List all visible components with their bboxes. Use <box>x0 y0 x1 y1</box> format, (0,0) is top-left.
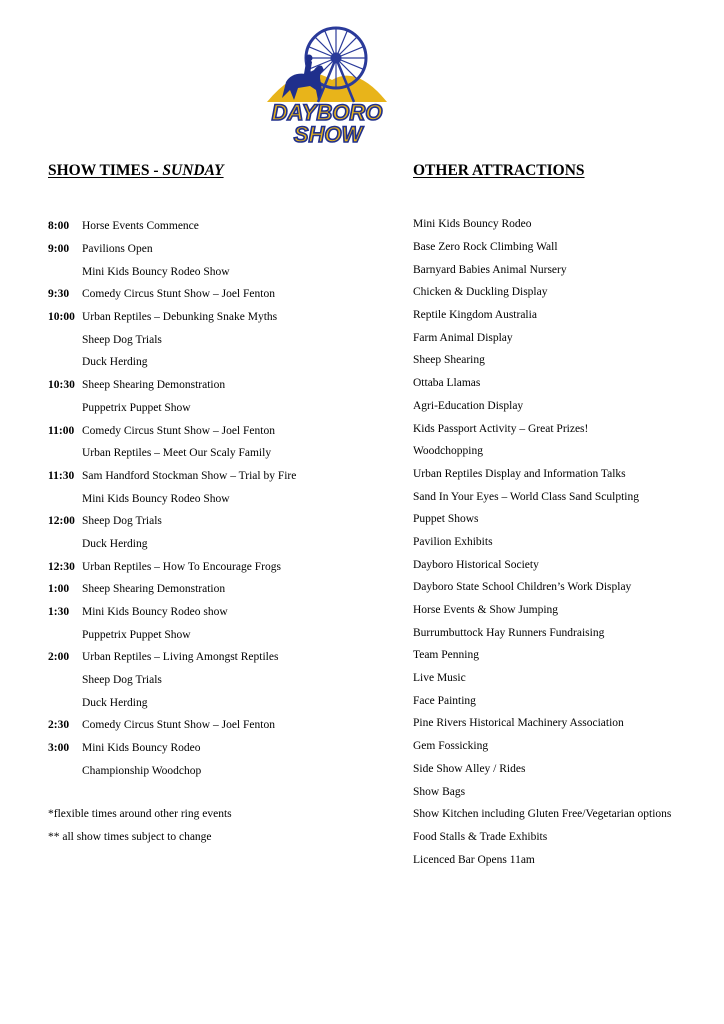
schedule-row <box>48 533 388 556</box>
schedule-event: Urban Reptiles – Meet Our Scaly Family <box>82 447 272 460</box>
attraction-item: Barnyard Babies Animal Nursery <box>413 263 567 276</box>
schedule-time: 12:00 <box>48 515 75 528</box>
schedule-event: Sheep Dog Trials <box>82 333 162 346</box>
schedule-row <box>48 714 388 737</box>
show-times-list <box>48 215 388 782</box>
attraction-item: Face Painting <box>413 694 476 707</box>
attraction-item: Kids Passport Activity – Great Prizes! <box>413 422 589 435</box>
attraction-item: Horse Events & Show Jumping <box>413 604 559 617</box>
schedule-time: 10:30 <box>48 379 75 392</box>
schedule-row <box>48 578 388 601</box>
svg-text:SHOW: SHOW <box>293 122 363 146</box>
schedule-row <box>48 419 388 442</box>
schedule-row <box>48 442 388 465</box>
attraction-item: Team Penning <box>413 649 479 662</box>
schedule-event: Pavilions Open <box>82 243 153 256</box>
attraction-item: Reptile Kingdom Australia <box>413 309 537 322</box>
schedule-time: 10:00 <box>48 311 75 324</box>
other-attractions-heading: OTHER ATTRACTIONS <box>413 162 585 179</box>
schedule-row <box>48 328 388 351</box>
schedule-event: Mini Kids Bouncy Rodeo Show <box>82 265 230 278</box>
schedule-event: Sheep Dog Trials <box>82 674 162 687</box>
schedule-row <box>48 306 388 329</box>
attraction-item: Side Show Alley / Rides <box>413 762 526 775</box>
notes <box>48 803 232 848</box>
schedule-event: Urban Reptiles – Debunking Snake Myths <box>82 311 278 324</box>
show-times-heading: SHOW TIMES - SUNDAY <box>48 162 224 179</box>
schedule-row <box>48 397 388 420</box>
note-flexible-times: *flexible times around other ring events <box>48 808 232 821</box>
attraction-item: Burrumbuttock Hay Runners Fundraising <box>413 626 605 639</box>
schedule-event: Comedy Circus Stunt Show – Joel Fenton <box>82 288 275 301</box>
schedule-row <box>48 260 388 283</box>
schedule-event: Urban Reptiles – How To Encourage Frogs <box>82 560 281 573</box>
schedule-event: Urban Reptiles – Living Amongst Reptiles <box>82 651 279 664</box>
schedule-event: Mini Kids Bouncy Rodeo show <box>82 606 228 619</box>
schedule-time: 1:00 <box>48 583 70 596</box>
schedule-row <box>48 238 388 261</box>
schedule-event: Sam Handford Stockman Show – Trial by Fire <box>82 469 297 482</box>
schedule-row <box>48 691 388 714</box>
schedule-time: 1:30 <box>48 606 70 619</box>
attraction-item: Agri-Education Display <box>413 399 524 412</box>
schedule-row <box>48 601 388 624</box>
attraction-item: Base Zero Rock Climbing Wall <box>413 241 558 254</box>
dayboro-show-logo <box>262 20 392 146</box>
schedule-row <box>48 737 388 760</box>
attraction-item: Sand In Your Eyes – World Class Sand Sculpting <box>413 490 639 503</box>
schedule-row <box>48 555 388 578</box>
schedule-time: 12:30 <box>48 560 75 573</box>
attraction-item: Dayboro Historical Society <box>413 558 539 571</box>
schedule-event: Sheep Dog Trials <box>82 515 162 528</box>
attraction-item: Ottaba Llamas <box>413 377 481 390</box>
attraction-item: Pavilion Exhibits <box>413 535 493 548</box>
schedule-event: Duck Herding <box>82 696 148 709</box>
attraction-item: Gem Fossicking <box>413 740 489 753</box>
schedule-time: 11:30 <box>48 469 75 482</box>
schedule-row <box>48 215 388 238</box>
attraction-item: Urban Reptiles Display and Information Talks <box>413 467 626 480</box>
schedule-event: Comedy Circus Stunt Show – Joel Fenton <box>82 719 275 732</box>
attraction-item: Food Stalls & Trade Exhibits <box>413 830 548 843</box>
attraction-item: Farm Animal Display <box>413 331 513 344</box>
schedule-event: Duck Herding <box>82 537 148 550</box>
attraction-item: Licenced Bar Opens 11am <box>413 853 535 866</box>
schedule-time: 11:00 <box>48 424 75 437</box>
schedule-event: Mini Kids Bouncy Rodeo Show <box>82 492 230 505</box>
schedule-event: Sheep Shearing Demonstration <box>82 583 226 596</box>
attraction-item: Pine Rivers Historical Machinery Association <box>413 717 624 730</box>
attraction-item: Live Music <box>413 672 466 685</box>
show-day: SUNDAY <box>162 162 224 179</box>
schedule-row <box>48 623 388 646</box>
schedule-event: Duck Herding <box>82 356 148 369</box>
schedule-event: Comedy Circus Stunt Show – Joel Fenton <box>82 424 275 437</box>
schedule-time: 2:30 <box>48 719 70 732</box>
schedule-time: 9:30 <box>48 288 70 301</box>
svg-text:DAYBORO: DAYBORO <box>271 100 383 125</box>
schedule-event: Horse Events Commence <box>82 220 199 233</box>
schedule-time: 3:00 <box>48 742 70 755</box>
schedule-row <box>48 487 388 510</box>
attraction-item: Show Kitchen including Gluten Free/Vegetarian options <box>413 808 672 821</box>
ferris-wheel-horse-logo-icon <box>262 20 392 146</box>
attraction-item: Sheep Shearing <box>413 354 485 367</box>
attraction-item: Show Bags <box>413 785 466 798</box>
schedule-event: Sheep Shearing Demonstration <box>82 379 226 392</box>
attractions-list <box>413 213 713 871</box>
schedule-row <box>48 351 388 374</box>
schedule-row <box>48 283 388 306</box>
schedule-event: Championship Woodchop <box>82 764 202 777</box>
schedule-event: Puppetrix Puppet Show <box>82 401 191 414</box>
schedule-event: Puppetrix Puppet Show <box>82 628 191 641</box>
attraction-item: Mini Kids Bouncy Rodeo <box>413 218 532 231</box>
schedule-row <box>48 646 388 669</box>
schedule-row <box>48 465 388 488</box>
attraction-item: Chicken & Duckling Display <box>413 286 548 299</box>
schedule-event: Mini Kids Bouncy Rodeo <box>82 742 201 755</box>
attraction-item: Puppet Shows <box>413 513 479 526</box>
schedule-row <box>48 510 388 533</box>
attraction-item: Woodchopping <box>413 445 483 458</box>
schedule-row <box>48 374 388 397</box>
attraction-item: Dayboro State School Children’s Work Display <box>413 581 632 594</box>
schedule-row <box>48 760 388 783</box>
schedule-row <box>48 669 388 692</box>
note-subject-to-change: ** all show times subject to change <box>48 831 212 844</box>
schedule-time: 8:00 <box>48 220 70 233</box>
schedule-time: 9:00 <box>48 243 70 256</box>
schedule-time: 2:00 <box>48 651 70 664</box>
